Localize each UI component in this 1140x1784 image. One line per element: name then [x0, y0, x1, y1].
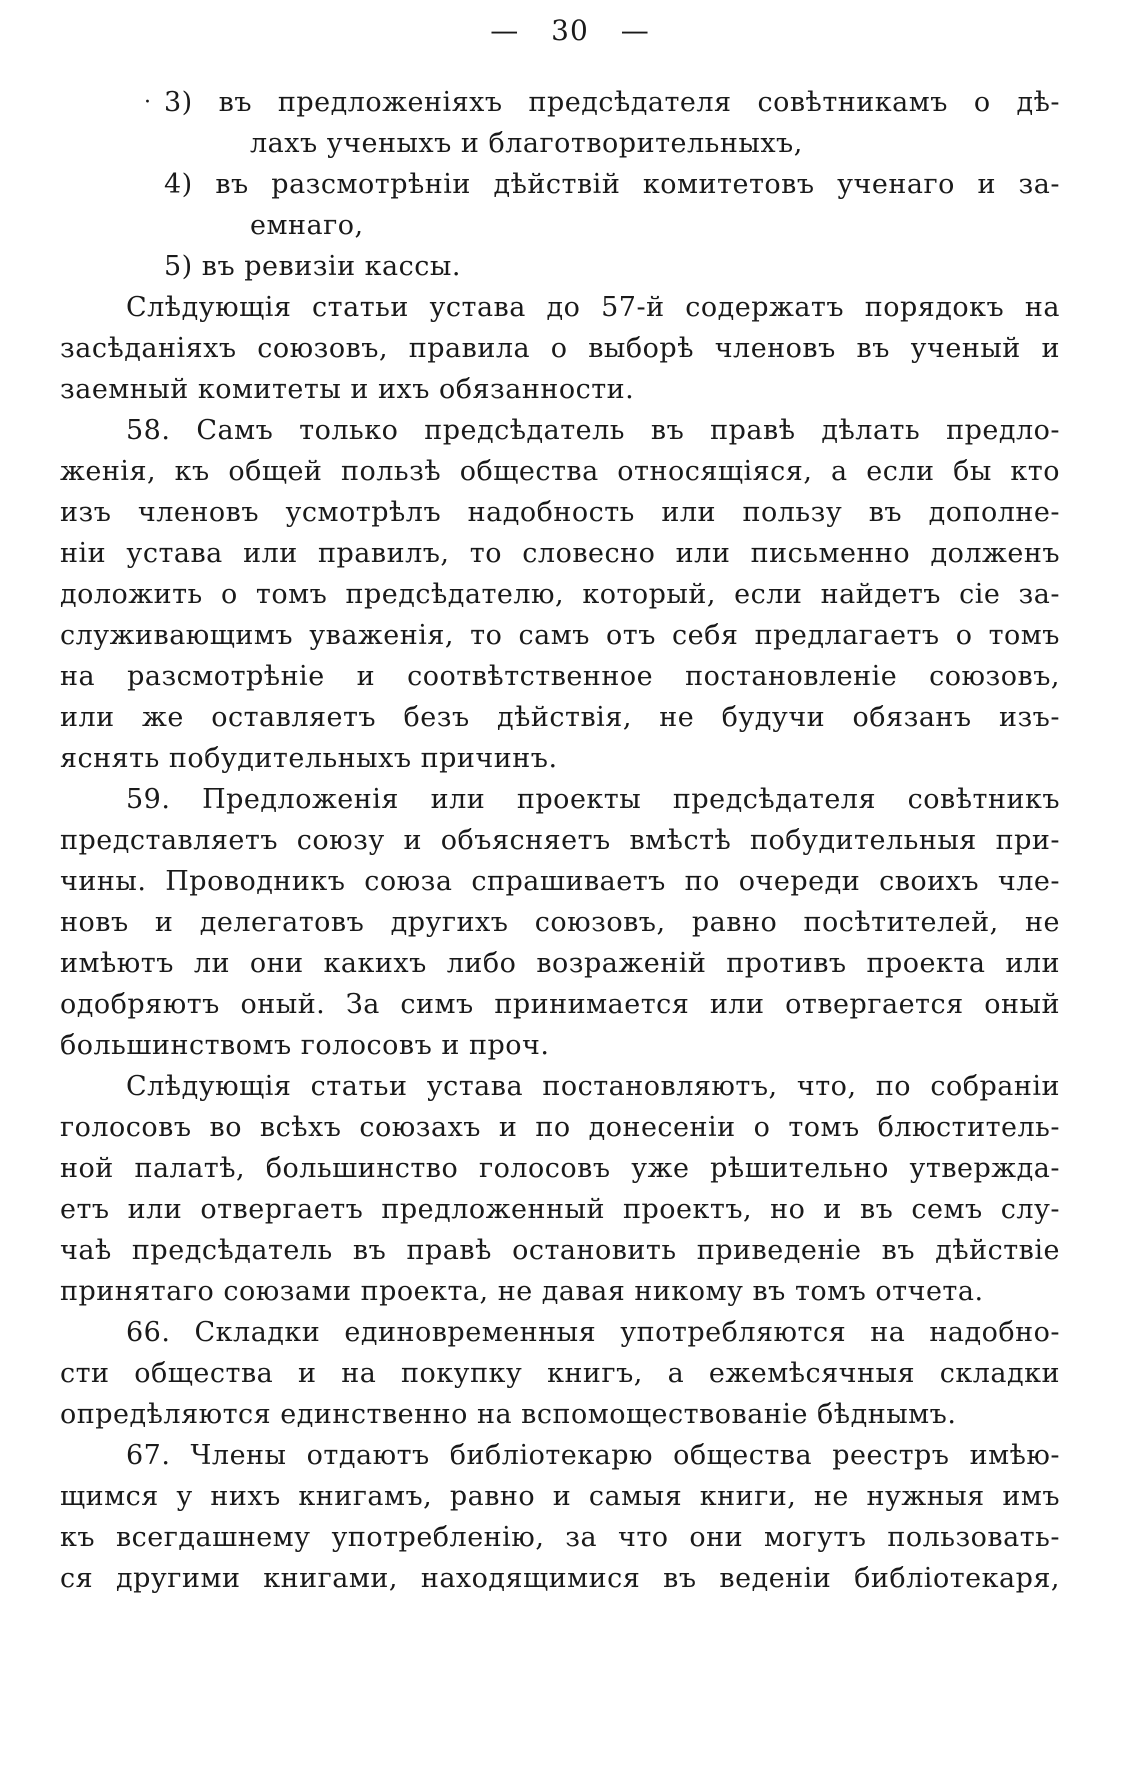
- paragraph-line: голосовъ во всѣхъ союзахъ и по донесеніи о томъ блюститель-: [60, 1112, 1060, 1143]
- article-59-line: одобряютъ оный. За симъ принимается или отвергается оный: [60, 989, 1060, 1020]
- paragraph-line: етъ или отвергаетъ предложенный проектъ, но и въ семъ слу-: [60, 1194, 1060, 1225]
- header-dash-left: —: [490, 14, 520, 47]
- article-58-line: женія, къ общей пользѣ общества относящіяся, а если бы кто: [60, 456, 1060, 487]
- article-59-line: 59. Предложенія или проекты предсѣдателя совѣтникъ: [126, 784, 1060, 815]
- paragraph-line: засѣданіяхъ союзовъ, правила о выборѣ членовъ въ ученый и: [60, 333, 1060, 364]
- article-58-line: изъ членовъ усмотрѣлъ надобность или пользу въ дополне-: [60, 497, 1060, 528]
- list-item-3-line-2: лахъ ученыхъ и благотворительныхъ,: [250, 128, 803, 159]
- article-58-line: 58. Самъ только предсѣдатель въ правѣ дѣлать предло-: [126, 415, 1060, 446]
- article-58-line: ніи устава или правилъ, то словесно или письменно долженъ: [60, 538, 1060, 569]
- paragraph-line: ной палатѣ, большинство голосовъ уже рѣшительно утвержда-: [60, 1153, 1060, 1184]
- article-59-line: чины. Проводникъ союза спрашиваетъ по очереди своихъ чле-: [60, 866, 1060, 897]
- list-item-4-line-1: 4) въ разсмотрѣніи дѣйствій комитетовъ ученаго и за-: [164, 169, 1060, 200]
- article-59-line: представляетъ союзу и объясняетъ вмѣстѣ побудительныя при-: [60, 825, 1060, 856]
- article-59-line: новъ и делегатовъ другихъ союзовъ, равно посѣтителей, не: [60, 907, 1060, 938]
- body-text: [60, 82, 1060, 1599]
- paragraph-line: заемный комитеты и ихъ обязанности.: [60, 374, 635, 405]
- article-66-line: опредѣляются единственно на вспомоществованіе бѣднымъ.: [60, 1399, 957, 1430]
- article-67-line: 67. Члены отдаютъ библіотекарю общества реестръ имѣю-: [126, 1440, 1060, 1471]
- bullet-mark: ·: [144, 90, 152, 115]
- article-66-line: сти общества и на покупку книгъ, а ежемѣсячныя складки: [60, 1358, 1060, 1389]
- list-item-5-line-1: 5) въ ревизіи кассы.: [164, 251, 461, 282]
- paragraph-line: Слѣдующія статьи устава постановляютъ, что, по собраніи: [126, 1071, 1060, 1102]
- paragraph-line: чаѣ предсѣдатель въ правѣ остановить приведеніе въ дѣйствіе: [60, 1235, 1060, 1266]
- page-header: [0, 14, 1140, 47]
- article-58-line: служивающимъ уваженія, то самъ отъ себя предлагаетъ о томъ: [60, 620, 1060, 651]
- article-67-line: ся другими книгами, находящимися въ веденіи библіотекаря,: [60, 1563, 1060, 1594]
- header-dash-right: —: [620, 14, 650, 47]
- article-67-line: къ всегдашнему употребленію, за что они могутъ пользовать-: [60, 1522, 1060, 1553]
- list-item-3-line-1: 3) въ предложеніяхъ предсѣдателя совѣтникамъ о дѣ-: [164, 87, 1060, 118]
- article-58-line: на разсмотрѣніе и соотвѣтственное постановленіе союзовъ,: [60, 661, 1060, 692]
- article-58-line: яснять побудительныхъ причинъ.: [60, 743, 558, 774]
- article-59-line: большинствомъ голосовъ и проч.: [60, 1030, 550, 1061]
- article-58-line: или же оставляетъ безъ дѣйствія, не будучи обязанъ изъ-: [60, 702, 1060, 733]
- article-58-line: доложить о томъ предсѣдателю, который, если найдетъ сіе за-: [60, 579, 1060, 610]
- article-67-line: щимся у нихъ книгамъ, равно и самыя книги, не нужныя имъ: [60, 1481, 1060, 1512]
- paragraph-line: Слѣдующія статьи устава до 57-й содержатъ порядокъ на: [126, 292, 1060, 323]
- article-59-line: имѣютъ ли они какихъ либо возраженій противъ проекта или: [60, 948, 1060, 979]
- list-item-4-line-2: емнаго,: [250, 210, 364, 241]
- paragraph-line: принятаго союзами проекта, не давая никому въ томъ отчета.: [60, 1276, 984, 1307]
- article-66-line: 66. Складки единовременныя употребляются на надобно-: [126, 1317, 1060, 1348]
- page-number: 30: [551, 14, 589, 47]
